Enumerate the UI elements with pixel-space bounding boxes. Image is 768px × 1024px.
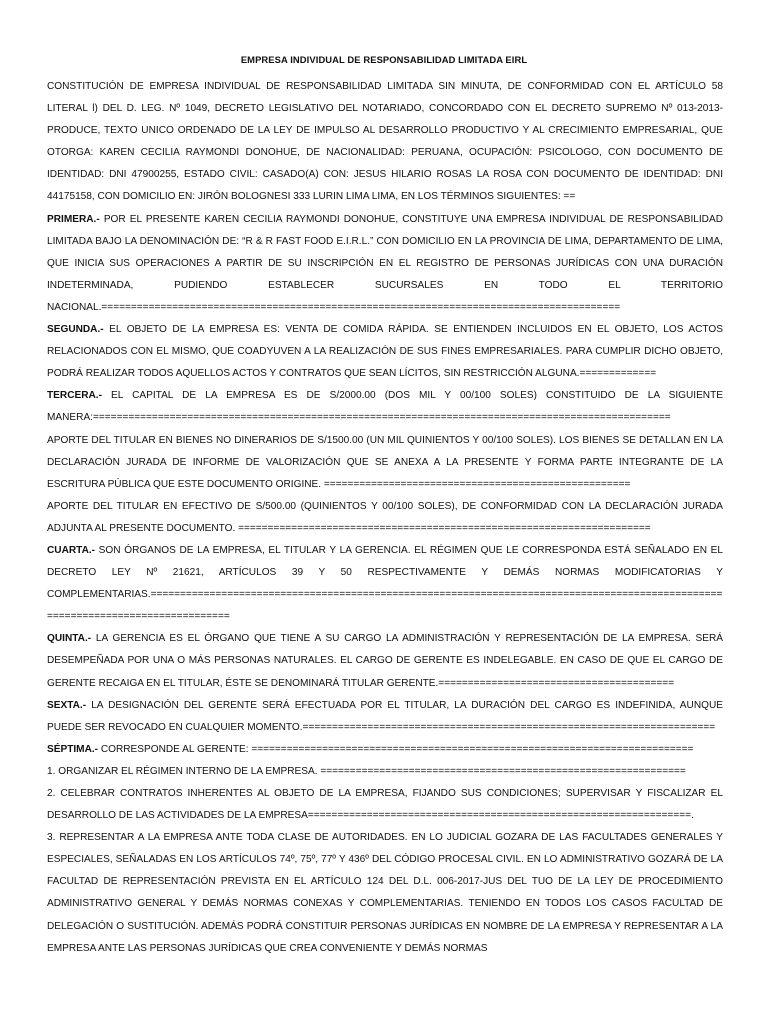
clause-septima (47, 739, 723, 761)
clause-heading: SEXTA.- (47, 699, 87, 711)
clause-heading: CUARTA.- (47, 544, 96, 556)
manager-duty-item: 2. CELEBRAR CONTRATOS INHERENTES AL OBJETO DE LA EMPRESA, FIJANDO SUS CONDICIONES; SUPERVISAR Y FISCALIZAR EL DESARROLLO DE LAS ACTIVIDADES DE LA EMPRESA=================================================================. (47, 788, 723, 822)
clause-tercera (47, 385, 723, 429)
clause-text: LA DESIGNACIÓN DEL GERENTE SERÁ EFECTUADA POR EL TITULAR, LA DURACIÓN DEL CARGO ES INDEFINIDA, AUNQUE PUEDE SER REVOCADO EN CUALQUIER MOMENTO.====================================================================== (47, 699, 723, 733)
clause-quinta (47, 628, 723, 694)
clause-heading: PRIMERA.- (47, 213, 100, 225)
clause-heading: TERCERA.- (47, 390, 102, 402)
document-body (47, 76, 723, 960)
clause-segunda (47, 319, 723, 385)
clause-text: LA GERENCIA ES EL ÓRGANO QUE TIENE A SU CARGO LA ADMINISTRACIÓN Y REPRESENTACIÓN DE LA EMPRESA. SERÁ DESEMPEÑADA POR UNA O MÁS PERSONAS NATURALES. EL CARGO DE GERENTE ES INDELEGABLE. EN CASO DE QUE EL CARGO DE GERENTE RECAIGA EN EL TITULAR, ÉSTE SE DENOMINARÁ TITULAR GERENTE.======================================== (47, 633, 723, 689)
contribution-paragraph: APORTE DEL TITULAR EN EFECTIVO DE S/500.00 (QUINIENTOS Y 00/100 SOLES), DE CONFORMIDAD CON LA DECLARACIÓN JURADA ADJUNTA AL PRESENTE DOCUMENTO. ====================================================================== (47, 500, 723, 534)
document-title: EMPRESA INDIVIDUAL DE RESPONSABILIDAD LIMITADA EIRL (240, 54, 528, 65)
manager-duty-item: 3. REPRESENTAR A LA EMPRESA ANTE TODA CLASE DE AUTORIDADES. EN LO JUDICIAL GOZARA DE LAS FACULTADES GENERALES Y ESPECIALES, SEÑALADAS EN LOS ARTÍCULOS 74º, 75º, 77º Y 436º DEL CÓDIGO PROCESAL CIVIL. EN LO ADMINISTRATIVO GOZARÁ DE LA FACULTAD DE REPRESENTACIÓN PREVISTA EN EL ARTÍCULO 124 DEL D.L. 006-2017-JUS DEL TUO DE LA LEY DE PROCEDIMIENTO ADMINISTRATIVO GENERAL Y DEMÁS NORMAS CONEXAS Y COMPLEMENTARIAS. TENIENDO EN TODOS LOS CASOS FACULTAD DE DELEGACIÓN O SUSTITUCIÓN. ADEMÁS PODRÁ CONSTITUIR PERSONAS JURÍDICAS EN NOMBRE DE LA EMPRESA Y REPRESENTAR A LA EMPRESA ANTE LAS PERSONAS JURÍDICAS QUE CREA CONVENIENTE Y DEMÁS NORMAS (47, 832, 723, 954)
clause-heading: QUINTA.- (47, 633, 92, 645)
clause-text: SON ÓRGANOS DE LA EMPRESA, EL TITULAR Y LA GERENCIA. EL RÉGIMEN QUE LE CORRESPONDA ESTÁ SEÑALADO EN EL DECRETO LEY Nº 21621, ARTÍCULOS 39 Y 50 RESPECTIVAMENTE Y DEMÁS NORMAS MODIFICATORIAS Y COMPLEMENTARIAS.================================================================================================================================ (47, 544, 723, 623)
clause-text: EL OBJETO DE LA EMPRESA ES: VENTA DE COMIDA RÁPIDA. SE ENTIENDEN INCLUIDOS EN EL OBJETO, LOS ACTOS RELACIONADOS CON EL MISMO, QUE COADYUVEN A LA REALIZACIÓN DE SUS FINES EMPRESARIALES. PARA CUMPLIR DICHO OBJETO, PODRÁ REALIZAR TODOS AQUELLOS ACTOS Y CONTRATOS QUE SEAN LÍCITOS, SIN RESTRICCIÓN ALGUNA.============= (47, 324, 723, 380)
clause-cuarta (47, 540, 723, 628)
clause-heading: SEGUNDA.- (47, 324, 104, 336)
contribution-paragraph: APORTE DEL TITULAR EN BIENES NO DINERARIOS DE S/1500.00 (UN MIL QUINIENTOS Y 00/100 SOLES). LOS BIENES SE DETALLAN EN LA DECLARACIÓN JURADA DE INFORME DE VALORIZACIÓN QUE SE ANEXA A LA PRESENTE Y FORMA PARTE INTEGRANTE DE LA ESCRITURA PÚBLICA QUE ESTE DOCUMENTO ORIGINE. ==================================================== (47, 434, 723, 490)
clause-primera (47, 209, 723, 319)
clause-heading: SÉPTIMA.- (47, 743, 99, 755)
clause-text: EL CAPITAL DE LA EMPRESA ES DE S/2000.00 (DOS MIL Y 00/100 SOLES) CONSTITUIDO DE LA SIGUIENTE MANERA:================================================================================================== (47, 390, 723, 424)
clause-sexta (47, 695, 723, 739)
clause-text: POR EL PRESENTE KAREN CECILIA RAYMONDI DONOHUE, CONSTITUYE UNA EMPRESA INDIVIDUAL DE RESPONSABILIDAD LIMITADA BAJO LA DENOMINACIÓN DE: “R & R FAST FOOD E.I.R.L.” CON DOMICILIO EN LA PROVINCIA DE LIMA, DEPARTAMENTO DE LIMA, QUE INICIA SUS OPERACIONES A PARTIR DE SU INSCRIPCIÓN EN EL REGISTRO DE PERSONAS JURÍDICAS CON UNA DURACIÓN INDETERMINADA, PUDIENDO ESTABLECER SUCURSALES EN TODO EL TERRITORIO NACIONAL.======================================================================================== (47, 213, 723, 313)
intro-paragraph: CONSTITUCIÓN DE EMPRESA INDIVIDUAL DE RESPONSABILIDAD LIMITADA SIN MINUTA, DE CONFORMIDAD CON EL ARTÍCULO 58 LITERAL l) DEL D. LEG. Nº 1049, DECRETO LEGISLATIVO DEL NOTARIADO, CONCORDADO CON EL DECRETO SUPREMO Nº 013-2013-PRODUCE, TEXTO UNICO ORDENADO DE LA LEY DE IMPULSO AL DESARROLLO PRODUCTIVO Y AL CRECIMIENTO EMPRESARIAL, QUE OTORGA: KAREN CECILIA RAYMONDI DONOHUE, DE NACIONALIDAD: PERUANA, OCUPACIÓN: PSICOLOGO, CON DOCUMENTO DE IDENTIDAD: DNI 47900255, ESTADO CIVIL: CASADO(A) CON: JESUS HILARIO ROSAS LA ROSA CON DOCUMENTO DE IDENTIDAD: DNI 44175158, CON DOMICILIO EN: JIRÓN BOLOGNESI 333 LURIN LIMA LIMA, EN LOS TÉRMINOS SIGUIENTES: == (47, 81, 723, 203)
clause-text: CORRESPONDE AL GERENTE: =========================================================================== (98, 743, 694, 755)
manager-duty-item: 1. ORGANIZAR EL RÉGIMEN INTERNO DE LA EMPRESA. ============================================================== (47, 765, 686, 777)
